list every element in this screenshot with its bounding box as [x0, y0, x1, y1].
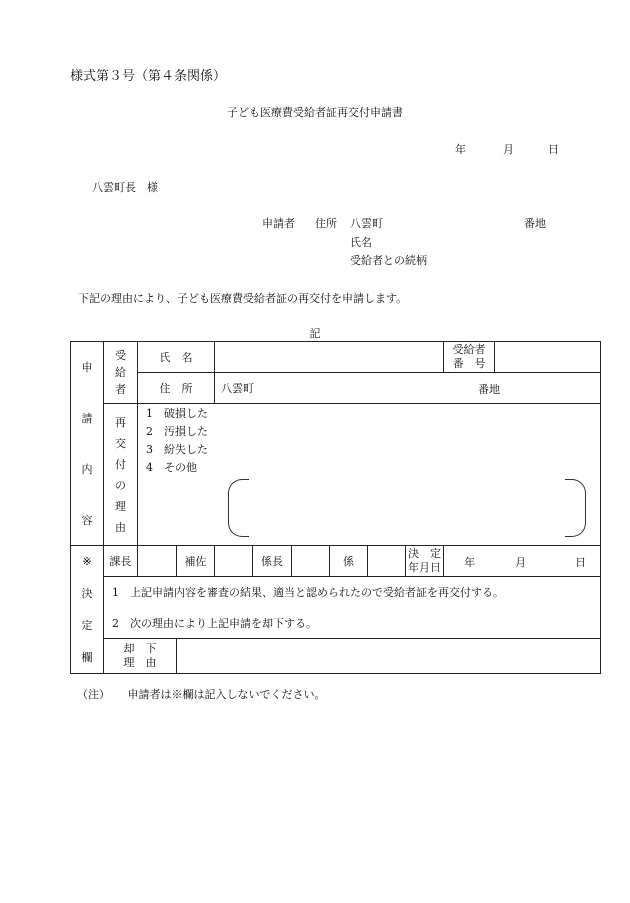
role-deputy: 補佐 [177, 546, 215, 577]
date-year: 年 [455, 143, 466, 156]
applicant-address-label: 住所 [315, 217, 337, 230]
rejection-reason-field[interactable] [177, 639, 601, 674]
applicant-relation-label: 受給者との続柄 [350, 254, 427, 267]
address-banchi: 番地 [478, 383, 500, 396]
reason-other[interactable]: 4 その他 [146, 461, 197, 474]
ki-heading: 記 [309, 327, 321, 340]
decision-date-year: 年 [464, 556, 476, 569]
seal-section-chief[interactable] [138, 546, 177, 577]
application-table [70, 341, 601, 674]
role-staff: 係 [330, 546, 368, 577]
decision-reject[interactable]: 2 次の理由により上記申請を却下する。 [104, 608, 601, 639]
role-unit-chief: 係長 [253, 546, 292, 577]
applicant-label: 申請者 [262, 217, 295, 230]
decision-section-header: ※ 決 定 欄 [71, 546, 104, 674]
role-section-chief: 課長 [104, 546, 138, 577]
note [77, 686, 326, 702]
date-month: 月 [503, 143, 514, 156]
name-label: 氏 名 [138, 342, 215, 373]
address-label: 住 所 [138, 373, 215, 404]
reason-soiled[interactable]: 2 汚損した [146, 425, 208, 438]
applicant-banchi: 番地 [524, 217, 546, 230]
reason-options [138, 404, 601, 546]
address-field[interactable] [215, 373, 601, 404]
decision-date-label: 決 定 年月日 [406, 546, 444, 577]
rejection-reason-label: 却 下 理 由 [104, 639, 177, 674]
reason-damaged[interactable]: 1 破損した [146, 407, 208, 420]
applicant-name-label: 氏名 [350, 236, 372, 249]
reissue-reason-header: 再 交 付 の 理 由 [104, 404, 138, 546]
applicant-address-value: 八雲町 [350, 217, 383, 230]
address-value: 八雲町 [221, 382, 254, 395]
recipient-number-field[interactable] [495, 342, 601, 373]
right-bracket [565, 479, 586, 537]
lead-text: 下記の理由により、子ども医療費受給者証の再交付を申請します。 [78, 292, 408, 305]
decision-date-field[interactable] [444, 546, 601, 577]
date-day: 日 [548, 143, 559, 156]
note-text: 申請者は※欄は記入しないでください。 [127, 688, 326, 701]
decision-date-month: 月 [515, 556, 527, 569]
reason-lost[interactable]: 3 紛失した [146, 443, 208, 456]
note-label: （注） [77, 688, 110, 701]
recipient-header: 受 給 者 [104, 342, 138, 404]
other-reason-brackets[interactable] [228, 479, 586, 497]
seal-unit-chief[interactable] [292, 546, 330, 577]
document-title: 子ども医療費受給者証再交付申請書 [227, 106, 403, 119]
decision-approve[interactable]: 1 上記申請内容を審査の結果、適当と認められたので受給者証を再交付する。 [104, 577, 601, 608]
recipient-number-label: 受給者 番 号 [444, 342, 495, 373]
form-number: 様式第３号（第４条関係） [70, 69, 227, 84]
seal-staff[interactable] [368, 546, 406, 577]
addressee: 八雲町長 様 [92, 181, 158, 194]
seal-deputy[interactable] [215, 546, 253, 577]
name-field[interactable] [215, 342, 444, 373]
left-bracket [228, 479, 249, 537]
application-contents-header: 申 請 内 容 [71, 342, 104, 546]
decision-date-day: 日 [575, 556, 587, 569]
